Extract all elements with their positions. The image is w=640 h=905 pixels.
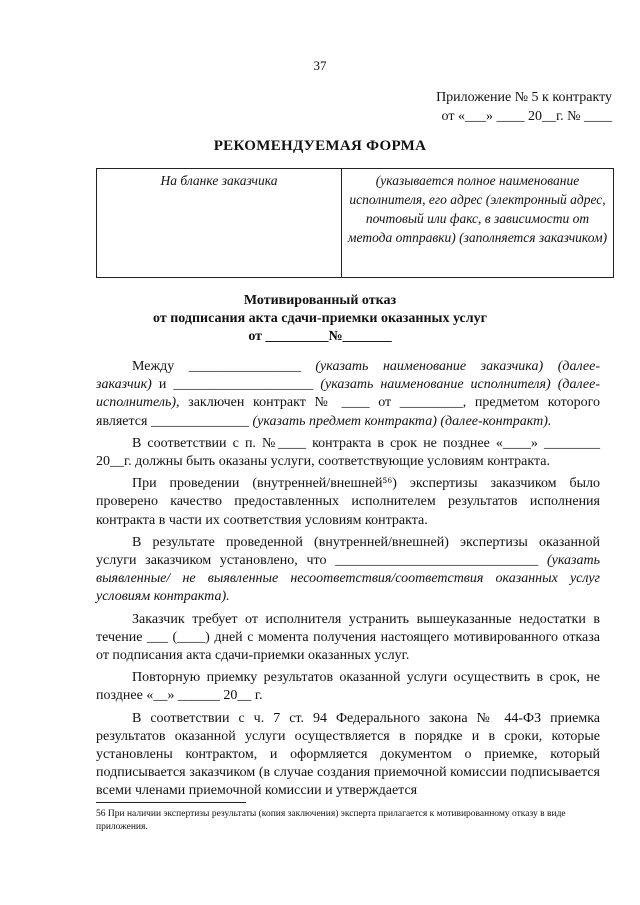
footnote-separator	[96, 802, 246, 803]
paragraph-requirement: Заказчик требует от исполнителя устранить вышеуказанные недостатки в течение ___ (____) дней с момента получения настоящего мотивированного отказа от подписания акта сдачи-приемки оказанных услуг.	[96, 611, 600, 664]
paragraph-deadline: В соответствии с п. №____ контракта в срок не позднее «____» ________ 20__г. должны быть оказаны услуги, соответствующие условиям контракта.	[96, 435, 600, 470]
document-title-line-3: от _________№_______	[248, 329, 392, 344]
findings-placeholder: (указать выявленные/ не выявленные несоответствия/соответствия оказанных услуг условиям контракта).	[96, 553, 600, 605]
paragraph-reacceptance: Повторную приемку результатов оказанной услуги осуществить в срок, не позднее «__» ______ 20__ г.	[96, 670, 600, 704]
page-number: 37	[313, 58, 327, 73]
recommended-form-heading: РЕКОМЕНДУЕМАЯ ФОРМА	[213, 138, 427, 154]
paragraph-parties	[96, 358, 600, 431]
customer-letterhead-cell: На бланке заказчика	[97, 169, 342, 278]
footnote: 56 При наличии экспертизы результаты (копия заключения) эксперта прилагается к мотивированному отказу в виде приложения.	[96, 809, 566, 832]
appendix-line-2: от «___» ____ 20__г. № ____	[441, 109, 612, 124]
contract-subject-placeholder: (указать предмет контракта) (далее-контракт).	[252, 413, 552, 429]
paragraph-parties-text-2: и ____________________	[151, 377, 321, 393]
header-table	[96, 168, 614, 278]
contractor-placeholder: (указать наименование исполнителя) (далее-исполнитель),	[96, 377, 600, 411]
document-title-line-1: Мотивированный отказ	[243, 293, 397, 308]
appendix-line-1: Приложение № 5 к контракту	[436, 90, 612, 105]
paragraph-law-reference: В соответствии с ч. 7 ст. 94 Федерального закона № 44-ФЗ приемка результатов оказанной услуги осуществляется в порядке и в сроки, которые установлены контрактом, и оформляется документом о приемке, который подписывается заказчиком (в случае создания приемочной комиссии подписывается всеми членами приемочной комиссии и утверждается	[96, 710, 600, 799]
paragraph-expertise: При проведении (внутренней/внешней⁵⁶) экспертизы заказчиком было проверено качество предоставленных исполнителем результатов исполнения контракта в части их соответствия условиям контракта.	[96, 476, 600, 528]
paragraph-result-text: В результате проведенной (внутренней/внешней) экспертизы оказанной услуги заказчиком установлено, что _____________________________	[96, 534, 600, 569]
document-title-line-2: от подписания акта сдачи-приемки оказанных услуг	[153, 311, 487, 326]
paragraph-parties-text-3: заключен контракт № ____ от _________, предметом которого является ______________	[96, 395, 600, 429]
paragraph-result	[96, 534, 600, 607]
paragraph-parties-text-1: Между ________________	[132, 359, 316, 374]
appendix-block	[436, 88, 612, 126]
document-body	[96, 358, 600, 805]
customer-placeholder: (указать наименование заказчика) (далее-заказчик)	[96, 359, 600, 393]
contractor-address-cell: (указывается полное наименование исполнителя, его адрес (электронный адрес, почтовый или факс, в зависимости от метода отправки) (заполняется заказчиком)	[342, 169, 614, 278]
document-title	[0, 292, 640, 346]
